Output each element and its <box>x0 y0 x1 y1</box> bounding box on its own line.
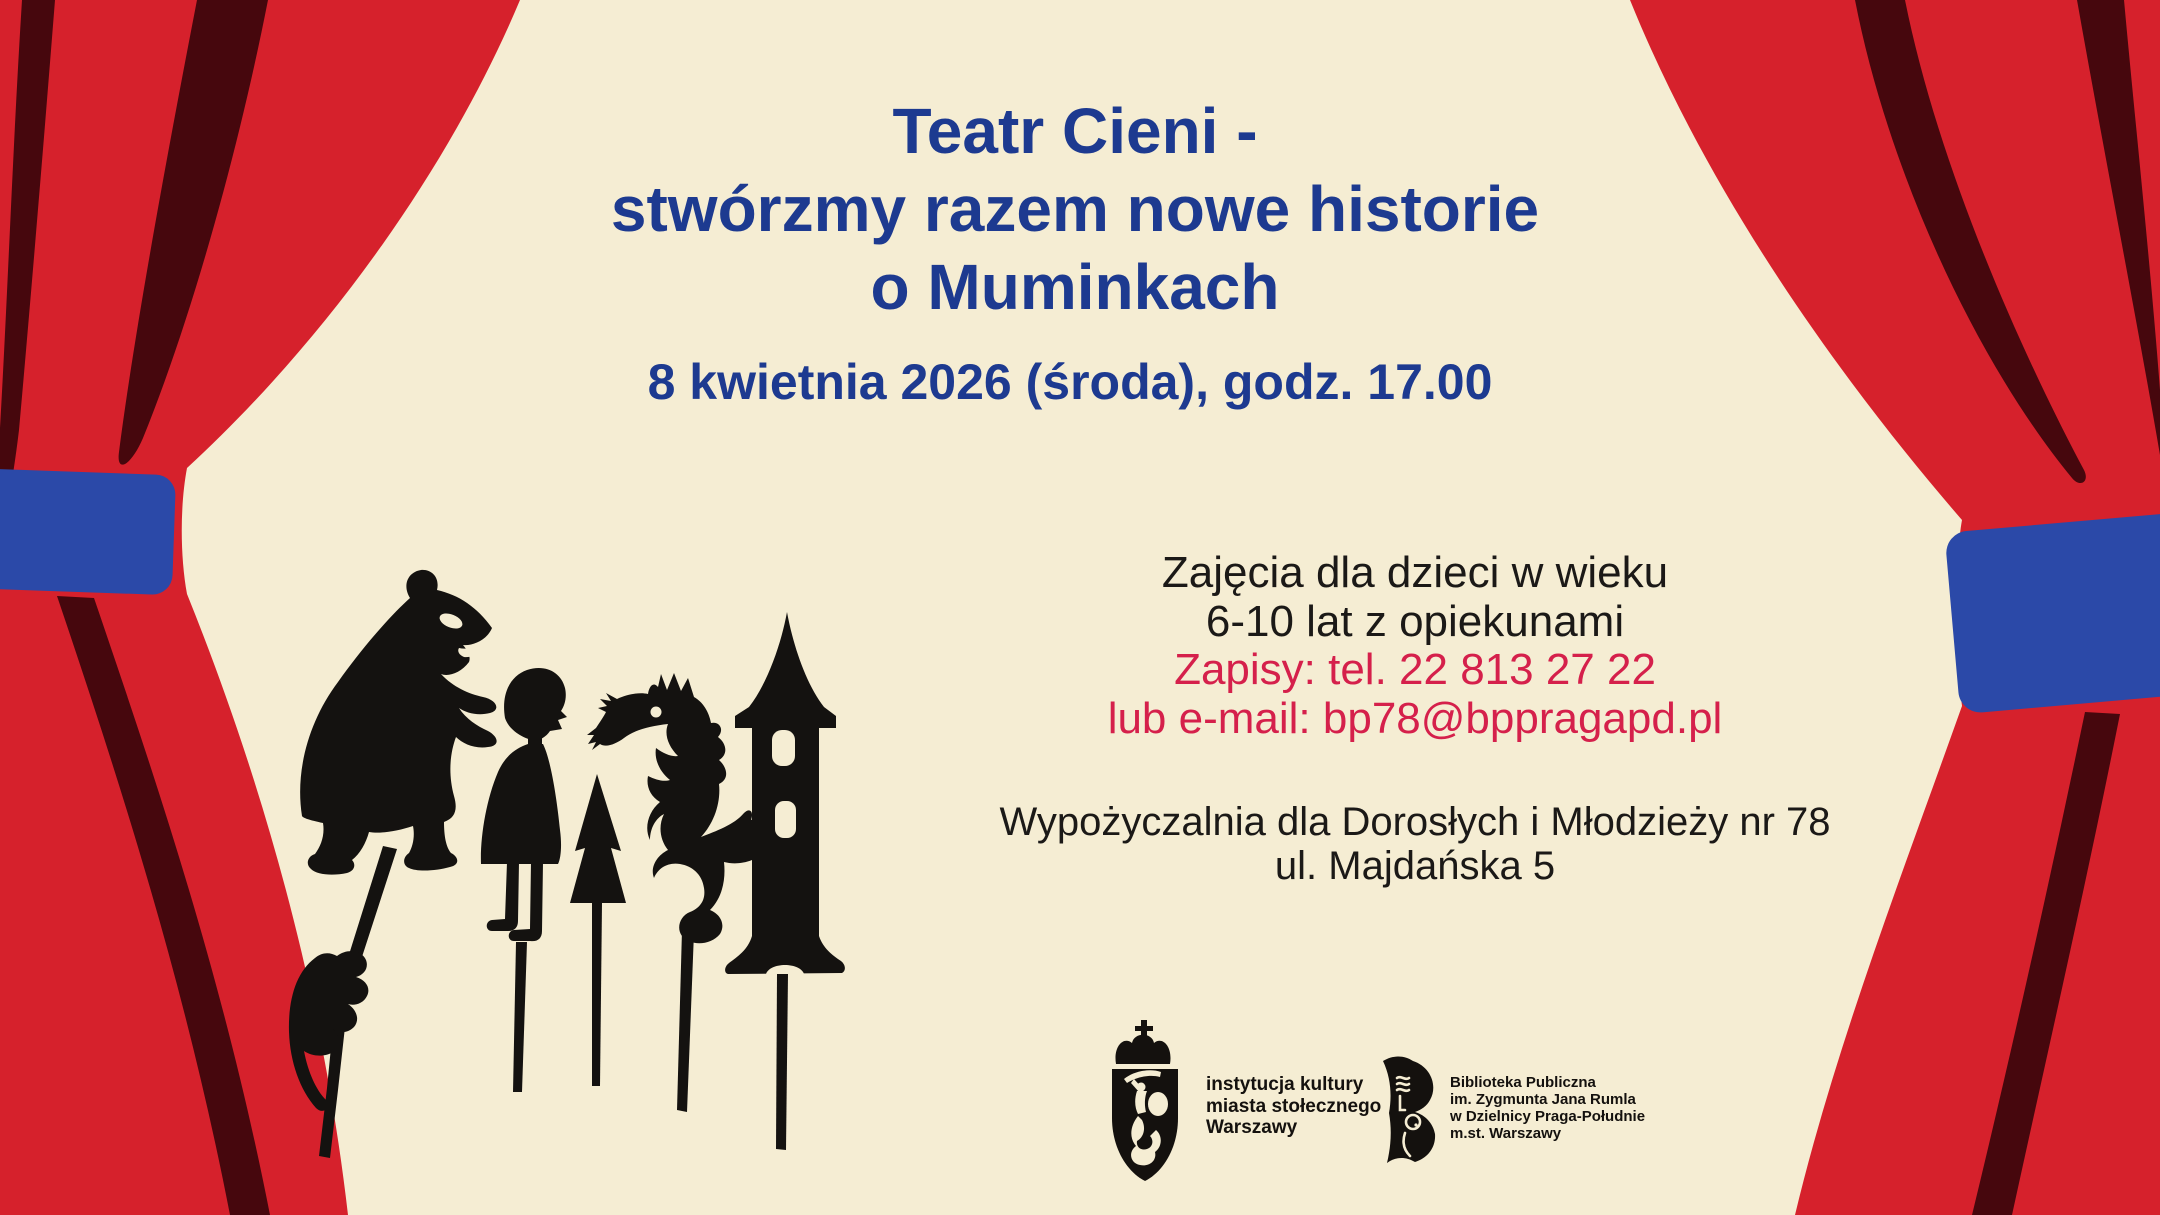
library-logo-line-3: w Dzielnicy Praga-Południe <box>1450 1108 1646 1125</box>
city-logo-line-3: Warszawy <box>1206 1117 1298 1138</box>
library-logo-line-4: m.st. Warszawy <box>1450 1125 1562 1142</box>
audience-line-1: Zajęcia dla dzieci w wieku <box>1161 548 1669 597</box>
library-logo-line-2: im. Zygmunta Jana Rumla <box>1450 1091 1636 1108</box>
city-logo-line-1: instytucja kultury <box>1206 1074 1364 1095</box>
page-title <box>0 92 2150 326</box>
library-logo-caption <box>1450 1074 1790 1142</box>
title-line-2: stwórzmy razem nowe historie <box>610 173 1540 245</box>
title-line-3: o Muminkach <box>870 251 1280 323</box>
venue-info <box>990 800 1840 888</box>
signup-phone: Zapisy: tel. 22 813 27 22 <box>1174 645 1656 694</box>
venue-name: Wypożyczalnia dla Dorosłych i Młodzieży nr 78 <box>999 800 1831 844</box>
signup-email: lub e-mail: bp78@bppragapd.pl <box>1107 693 1723 743</box>
title-line-1: Teatr Cieni - <box>892 95 1258 167</box>
city-logo-line-2: miasta stołecznego <box>1206 1095 1382 1117</box>
venue-address: ul. Majdańska 5 <box>1274 844 1556 888</box>
event-date: 8 kwietnia 2026 (środa), godz. 17.00 <box>647 354 1493 410</box>
audience-and-signup-info <box>990 549 1840 743</box>
audience-line-2: 6-10 lat z opiekunami <box>1205 596 1625 646</box>
library-logo-line-1: Biblioteka Publiczna <box>1450 1074 1596 1091</box>
